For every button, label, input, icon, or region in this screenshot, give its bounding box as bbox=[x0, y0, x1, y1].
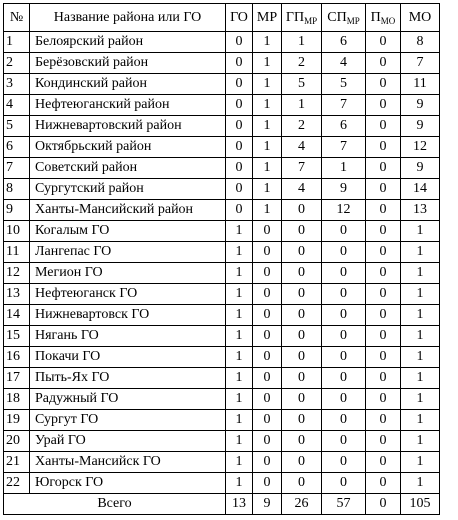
cell-p: 0 bbox=[366, 305, 401, 326]
cell-num: 21 bbox=[4, 452, 30, 473]
cell-name: Радужный ГО bbox=[30, 389, 226, 410]
header-mr: МР bbox=[253, 4, 282, 32]
cell-gp: 0 bbox=[282, 221, 322, 242]
total-p: 0 bbox=[366, 494, 401, 515]
cell-num: 6 bbox=[4, 137, 30, 158]
cell-go: 1 bbox=[226, 473, 253, 494]
cell-mo: 1 bbox=[401, 431, 440, 452]
cell-mr: 1 bbox=[253, 74, 282, 95]
cell-mr: 1 bbox=[253, 179, 282, 200]
cell-go: 0 bbox=[226, 95, 253, 116]
cell-num: 20 bbox=[4, 431, 30, 452]
cell-go: 1 bbox=[226, 431, 253, 452]
cell-gp: 7 bbox=[282, 158, 322, 179]
cell-gp: 0 bbox=[282, 284, 322, 305]
cell-p: 0 bbox=[366, 452, 401, 473]
cell-sp: 9 bbox=[322, 179, 366, 200]
cell-name: Берёзовский район bbox=[30, 53, 226, 74]
cell-mo: 1 bbox=[401, 347, 440, 368]
cell-sp: 12 bbox=[322, 200, 366, 221]
cell-name: Нижневартовский район bbox=[30, 116, 226, 137]
cell-go: 1 bbox=[226, 389, 253, 410]
cell-p: 0 bbox=[366, 95, 401, 116]
cell-p: 0 bbox=[366, 137, 401, 158]
cell-name: Лангепас ГО bbox=[30, 242, 226, 263]
cell-mo: 8 bbox=[401, 32, 440, 53]
cell-mo: 7 bbox=[401, 53, 440, 74]
cell-p: 0 bbox=[366, 389, 401, 410]
cell-go: 1 bbox=[226, 452, 253, 473]
table-row bbox=[4, 431, 440, 452]
cell-num: 3 bbox=[4, 74, 30, 95]
cell-mr: 0 bbox=[253, 263, 282, 284]
cell-gp: 0 bbox=[282, 326, 322, 347]
cell-gp: 0 bbox=[282, 452, 322, 473]
cell-name: Ханты-Мансийский район bbox=[30, 200, 226, 221]
table-row bbox=[4, 284, 440, 305]
cell-p: 0 bbox=[366, 158, 401, 179]
header-go: ГО bbox=[226, 4, 253, 32]
cell-sp: 0 bbox=[322, 347, 366, 368]
header-gp bbox=[282, 4, 322, 32]
cell-mo: 9 bbox=[401, 116, 440, 137]
cell-p: 0 bbox=[366, 179, 401, 200]
cell-gp: 0 bbox=[282, 305, 322, 326]
cell-go: 0 bbox=[226, 116, 253, 137]
total-row bbox=[4, 494, 440, 515]
cell-name: Нефтеюганский район bbox=[30, 95, 226, 116]
header-sp-main: СП bbox=[327, 10, 347, 25]
cell-gp: 5 bbox=[282, 74, 322, 95]
header-gp-main: ГП bbox=[285, 10, 305, 25]
cell-mr: 0 bbox=[253, 305, 282, 326]
cell-sp: 5 bbox=[322, 74, 366, 95]
cell-name: Когалым ГО bbox=[30, 221, 226, 242]
table-row bbox=[4, 137, 440, 158]
cell-p: 0 bbox=[366, 410, 401, 431]
cell-num: 1 bbox=[4, 32, 30, 53]
table-row bbox=[4, 179, 440, 200]
cell-mo: 11 bbox=[401, 74, 440, 95]
cell-gp: 0 bbox=[282, 200, 322, 221]
cell-mr: 1 bbox=[253, 137, 282, 158]
table-row bbox=[4, 473, 440, 494]
table-row bbox=[4, 305, 440, 326]
table-row bbox=[4, 347, 440, 368]
cell-name: Белоярский район bbox=[30, 32, 226, 53]
cell-p: 0 bbox=[366, 74, 401, 95]
cell-p: 0 bbox=[366, 221, 401, 242]
cell-num: 4 bbox=[4, 95, 30, 116]
cell-go: 0 bbox=[226, 32, 253, 53]
cell-go: 1 bbox=[226, 410, 253, 431]
cell-name: Югорск ГО bbox=[30, 473, 226, 494]
cell-p: 0 bbox=[366, 32, 401, 53]
cell-mo: 9 bbox=[401, 158, 440, 179]
cell-sp: 0 bbox=[322, 326, 366, 347]
header-p bbox=[366, 4, 401, 32]
cell-go: 0 bbox=[226, 137, 253, 158]
cell-num: 8 bbox=[4, 179, 30, 200]
total-go: 13 bbox=[226, 494, 253, 515]
cell-mr: 1 bbox=[253, 158, 282, 179]
cell-sp: 0 bbox=[322, 431, 366, 452]
cell-gp: 0 bbox=[282, 473, 322, 494]
cell-gp: 0 bbox=[282, 242, 322, 263]
cell-p: 0 bbox=[366, 473, 401, 494]
cell-sp: 0 bbox=[322, 305, 366, 326]
total-mo: 105 bbox=[401, 494, 440, 515]
cell-mo: 1 bbox=[401, 452, 440, 473]
cell-p: 0 bbox=[366, 284, 401, 305]
cell-sp: 0 bbox=[322, 284, 366, 305]
cell-name: Нижневартовск ГО bbox=[30, 305, 226, 326]
header-p-main: П bbox=[370, 10, 381, 25]
cell-go: 1 bbox=[226, 284, 253, 305]
cell-gp: 0 bbox=[282, 431, 322, 452]
cell-mr: 0 bbox=[253, 431, 282, 452]
cell-mo: 14 bbox=[401, 179, 440, 200]
header-row bbox=[4, 4, 440, 32]
cell-num: 12 bbox=[4, 263, 30, 284]
header-mo: МО bbox=[401, 4, 440, 32]
cell-gp: 4 bbox=[282, 137, 322, 158]
cell-gp: 1 bbox=[282, 32, 322, 53]
cell-num: 13 bbox=[4, 284, 30, 305]
cell-gp: 0 bbox=[282, 368, 322, 389]
cell-gp: 2 bbox=[282, 116, 322, 137]
cell-go: 1 bbox=[226, 326, 253, 347]
cell-name: Сургутский район bbox=[30, 179, 226, 200]
cell-num: 18 bbox=[4, 389, 30, 410]
header-num: № bbox=[4, 4, 30, 32]
municipalities-table-container bbox=[3, 3, 440, 515]
cell-mr: 1 bbox=[253, 53, 282, 74]
cell-sp: 0 bbox=[322, 221, 366, 242]
cell-go: 0 bbox=[226, 74, 253, 95]
cell-sp: 4 bbox=[322, 53, 366, 74]
cell-gp: 0 bbox=[282, 389, 322, 410]
cell-go: 1 bbox=[226, 305, 253, 326]
cell-sp: 0 bbox=[322, 368, 366, 389]
cell-mr: 1 bbox=[253, 116, 282, 137]
table-row bbox=[4, 200, 440, 221]
header-p-sub: МО bbox=[380, 16, 396, 26]
total-sp: 57 bbox=[322, 494, 366, 515]
cell-mr: 0 bbox=[253, 473, 282, 494]
cell-mo: 1 bbox=[401, 368, 440, 389]
total-label: Всего bbox=[4, 494, 226, 515]
table-row bbox=[4, 116, 440, 137]
cell-mr: 0 bbox=[253, 410, 282, 431]
table-row bbox=[4, 452, 440, 473]
cell-go: 1 bbox=[226, 263, 253, 284]
cell-gp: 4 bbox=[282, 179, 322, 200]
cell-mo: 1 bbox=[401, 389, 440, 410]
cell-sp: 6 bbox=[322, 32, 366, 53]
cell-mo: 1 bbox=[401, 263, 440, 284]
table-row bbox=[4, 326, 440, 347]
cell-mr: 0 bbox=[253, 452, 282, 473]
cell-name: Советский район bbox=[30, 158, 226, 179]
table-row bbox=[4, 74, 440, 95]
table-row bbox=[4, 368, 440, 389]
cell-mr: 1 bbox=[253, 200, 282, 221]
cell-mo: 1 bbox=[401, 305, 440, 326]
cell-mr: 0 bbox=[253, 284, 282, 305]
total-mr: 9 bbox=[253, 494, 282, 515]
cell-mo: 1 bbox=[401, 221, 440, 242]
table-row bbox=[4, 410, 440, 431]
cell-mr: 0 bbox=[253, 347, 282, 368]
cell-name: Ханты-Мансийск ГО bbox=[30, 452, 226, 473]
cell-sp: 0 bbox=[322, 473, 366, 494]
cell-gp: 2 bbox=[282, 53, 322, 74]
cell-mr: 0 bbox=[253, 326, 282, 347]
cell-go: 1 bbox=[226, 368, 253, 389]
cell-mo: 13 bbox=[401, 200, 440, 221]
cell-gp: 0 bbox=[282, 347, 322, 368]
cell-go: 1 bbox=[226, 347, 253, 368]
cell-p: 0 bbox=[366, 368, 401, 389]
total-gp: 26 bbox=[282, 494, 322, 515]
cell-num: 5 bbox=[4, 116, 30, 137]
header-name: Название района или ГО bbox=[30, 4, 226, 32]
cell-go: 0 bbox=[226, 158, 253, 179]
cell-p: 0 bbox=[366, 263, 401, 284]
cell-gp: 0 bbox=[282, 263, 322, 284]
cell-sp: 0 bbox=[322, 242, 366, 263]
cell-name: Мегион ГО bbox=[30, 263, 226, 284]
cell-name: Нягань ГО bbox=[30, 326, 226, 347]
cell-name: Сургут ГО bbox=[30, 410, 226, 431]
cell-gp: 0 bbox=[282, 410, 322, 431]
cell-num: 17 bbox=[4, 368, 30, 389]
cell-name: Нефтеюганск ГО bbox=[30, 284, 226, 305]
table-row bbox=[4, 221, 440, 242]
cell-name: Кондинский район bbox=[30, 74, 226, 95]
cell-mo: 9 bbox=[401, 95, 440, 116]
cell-num: 19 bbox=[4, 410, 30, 431]
cell-go: 0 bbox=[226, 53, 253, 74]
header-sp-sub: МР bbox=[346, 16, 360, 26]
cell-mr: 0 bbox=[253, 368, 282, 389]
table-row bbox=[4, 95, 440, 116]
cell-mo: 1 bbox=[401, 473, 440, 494]
cell-mr: 0 bbox=[253, 242, 282, 263]
cell-p: 0 bbox=[366, 53, 401, 74]
cell-num: 11 bbox=[4, 242, 30, 263]
cell-num: 10 bbox=[4, 221, 30, 242]
header-sp bbox=[322, 4, 366, 32]
table-row bbox=[4, 263, 440, 284]
cell-num: 16 bbox=[4, 347, 30, 368]
cell-num: 7 bbox=[4, 158, 30, 179]
cell-mr: 0 bbox=[253, 221, 282, 242]
cell-go: 0 bbox=[226, 179, 253, 200]
cell-sp: 6 bbox=[322, 116, 366, 137]
cell-mr: 1 bbox=[253, 95, 282, 116]
cell-go: 1 bbox=[226, 242, 253, 263]
cell-go: 0 bbox=[226, 200, 253, 221]
cell-name: Урай ГО bbox=[30, 431, 226, 452]
cell-gp: 1 bbox=[282, 95, 322, 116]
cell-p: 0 bbox=[366, 242, 401, 263]
table-row bbox=[4, 158, 440, 179]
cell-p: 0 bbox=[366, 326, 401, 347]
municipalities-table bbox=[3, 3, 440, 515]
cell-p: 0 bbox=[366, 431, 401, 452]
cell-sp: 0 bbox=[322, 452, 366, 473]
cell-mr: 1 bbox=[253, 32, 282, 53]
cell-mr: 0 bbox=[253, 389, 282, 410]
cell-num: 2 bbox=[4, 53, 30, 74]
cell-num: 14 bbox=[4, 305, 30, 326]
cell-name: Октябрьский район bbox=[30, 137, 226, 158]
cell-name: Пыть-Ях ГО bbox=[30, 368, 226, 389]
cell-sp: 0 bbox=[322, 389, 366, 410]
cell-sp: 1 bbox=[322, 158, 366, 179]
table-row bbox=[4, 242, 440, 263]
cell-mo: 1 bbox=[401, 410, 440, 431]
cell-sp: 7 bbox=[322, 137, 366, 158]
table-row bbox=[4, 53, 440, 74]
cell-p: 0 bbox=[366, 200, 401, 221]
table-row bbox=[4, 32, 440, 53]
cell-sp: 7 bbox=[322, 95, 366, 116]
table-row bbox=[4, 389, 440, 410]
cell-name: Покачи ГО bbox=[30, 347, 226, 368]
cell-num: 22 bbox=[4, 473, 30, 494]
cell-mo: 1 bbox=[401, 326, 440, 347]
cell-go: 1 bbox=[226, 221, 253, 242]
header-gp-sub: МР bbox=[304, 16, 318, 26]
cell-p: 0 bbox=[366, 116, 401, 137]
cell-num: 15 bbox=[4, 326, 30, 347]
cell-sp: 0 bbox=[322, 263, 366, 284]
cell-p: 0 bbox=[366, 347, 401, 368]
cell-mo: 1 bbox=[401, 284, 440, 305]
cell-mo: 1 bbox=[401, 242, 440, 263]
cell-num: 9 bbox=[4, 200, 30, 221]
cell-mo: 12 bbox=[401, 137, 440, 158]
cell-sp: 0 bbox=[322, 410, 366, 431]
